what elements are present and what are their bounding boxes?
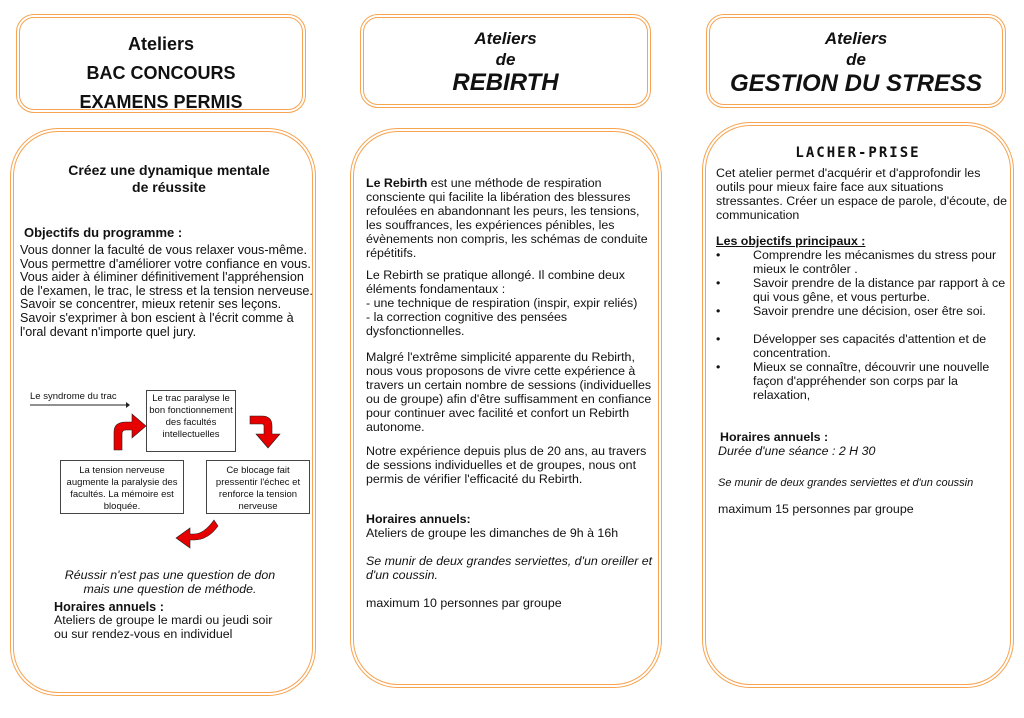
title-line: Ateliers <box>824 29 888 48</box>
title-line: GESTION DU STRESS <box>729 70 983 97</box>
rebirth-elements <box>366 296 656 338</box>
schedule-label: Horaires annuels: <box>366 512 471 526</box>
objective-line: Vous permettre d'améliorer votre confiance en vous. <box>20 256 311 271</box>
schedule-label: Horaires annuels : <box>54 600 164 614</box>
objective-item: • Développer ses capacités d'attention et de concentration. <box>716 332 1006 360</box>
heading-line: de réussite <box>132 179 206 195</box>
schedule-label: Horaires annuels : <box>720 430 829 444</box>
stress-intro: Cet atelier permet d'acquérir et d'approfondir les outils pour mieux faire face aux situations stressantes. Créer un espace de parole, d'écoute, de communication <box>716 166 1007 222</box>
duration-text: Durée d'une séance : 2 H 30 <box>718 444 876 458</box>
objective-line: Vous donner la faculté de vous relaxer vous-même. <box>20 243 308 257</box>
rebirth-para3: Malgré l'extrême simplicité apparente du Rebirth, nous vous proposons de vivre cette expérience à travers un certain nombre de sessions (individuelles ou de groupe) afin d'être suffisamment en confiance pour continuer avec facilité et confort un Rebirth autonome. <box>366 350 652 434</box>
title-line: de <box>846 50 866 69</box>
heading-line: Créez une dynamique mentale <box>68 162 270 178</box>
rebirth-intro <box>366 176 656 260</box>
objectives-list <box>716 248 1006 402</box>
diagram-box-right: Ce blocage fait pressentir l'échec et renforce la tension nerveuse <box>206 460 310 514</box>
title-line: Ateliers <box>127 34 195 54</box>
curved-arrow-down-icon <box>248 412 288 452</box>
element-item: - la correction cognitive des pensées dysfonctionnelles. <box>366 310 568 338</box>
rebirth-para2: Le Rebirth se pratique allongé. Il combine deux éléments fondamentaux : <box>366 268 625 296</box>
curved-arrow-left-icon <box>174 518 218 548</box>
diagram-box-top: Le trac paralyse le bon fonctionnement des facultés intellectuelles <box>146 390 236 452</box>
bring-text: Se munir de deux grandes serviettes et d'un coussin <box>718 477 974 489</box>
diagram-label: Le syndrome du trac <box>30 391 117 402</box>
objective-line: Vous aider à éliminer définitivement l'appréhension <box>20 270 304 285</box>
intro-bold: Le Rebirth <box>366 176 428 190</box>
title-line: EXAMENS PERMIS <box>79 92 243 112</box>
schedule-text <box>54 613 314 641</box>
objective-item: • Mieux se connaître, découvrir une nouvelle façon d'appréhender son corps par la relaxation, <box>716 360 1006 402</box>
intro-text: est une méthode de respiration consciente qui facilite la libération des blessures refoulées en abandonnant les peurs, les tensions, les souffrances, les expériences pénibles, les évènements non compris, les schémas de conduite répétitifs. <box>366 176 648 260</box>
quote-line: Réussir n'est pas une question de don <box>64 568 276 582</box>
max-text: maximum 15 personnes par groupe <box>718 502 914 516</box>
title-line: Ateliers <box>474 29 537 48</box>
objective-line: Savoir s'exprimer à bon escient à l'écrit comme à <box>20 310 294 325</box>
objective-line: Savoir se concentrer, mieux retenir ses leçons. <box>20 297 282 312</box>
objective-item: • Comprendre les mécanismes du stress pour mieux le contrôler . <box>716 248 1006 276</box>
title-box-bac <box>16 14 306 113</box>
title-box-rebirth <box>360 14 651 108</box>
quote <box>34 568 306 596</box>
diagram-box-left: La tension nerveuse augmente la paralysie des facultés. La mémoire est bloquée. <box>60 460 184 514</box>
panel-rebirth <box>350 128 662 688</box>
schedule-line: Ateliers de groupe le mardi ou jeudi soir <box>54 613 273 627</box>
rebirth-para4: Notre expérience depuis plus de 20 ans, au travers de sessions individuelles et de groupes, nous ont permis de vérifier l'efficacité du Rebirth. <box>366 444 647 486</box>
objectives-label: Les objectifs principaux : <box>716 234 866 248</box>
objective-line: de l'examen, le trac, le stress et la tension nerveuse. <box>20 283 313 298</box>
objectives-list <box>20 244 320 339</box>
schedule-line: ou sur rendez-vous en individuel <box>54 627 233 641</box>
panel-heading: LACHER-PRISE <box>795 145 921 161</box>
curved-arrow-up-icon <box>108 412 148 452</box>
element-item: - une technique de respiration (inspir, expir reliés) <box>366 296 638 310</box>
objective-item: • Savoir prendre une décision, oser être soi. <box>716 304 1006 318</box>
schedule-text: Ateliers de groupe les dimanches de 9h à 16h <box>366 526 619 540</box>
objectives-label: Objectifs du programme : <box>24 225 183 240</box>
title-line: BAC CONCOURS <box>86 63 236 83</box>
panel-bac <box>10 128 316 696</box>
bring-text: Se munir de deux grandes serviettes, d'un oreiller et d'un coussin. <box>366 554 653 582</box>
title-line: REBIRTH <box>452 69 559 96</box>
panel-stress <box>702 122 1014 688</box>
max-text: maximum 10 personnes par groupe <box>366 596 562 610</box>
panel-heading <box>54 162 284 196</box>
quote-line: mais une question de méthode. <box>83 582 257 596</box>
arrow-right-icon <box>30 402 130 408</box>
title-line: de <box>495 50 516 69</box>
title-box-stress <box>706 14 1006 108</box>
objective-line: l'oral devant n'importe quel jury. <box>20 324 197 339</box>
objective-item: • Savoir prendre de la distance par rapport à ce qui vous gêne, et vous perturbe. <box>716 276 1006 304</box>
